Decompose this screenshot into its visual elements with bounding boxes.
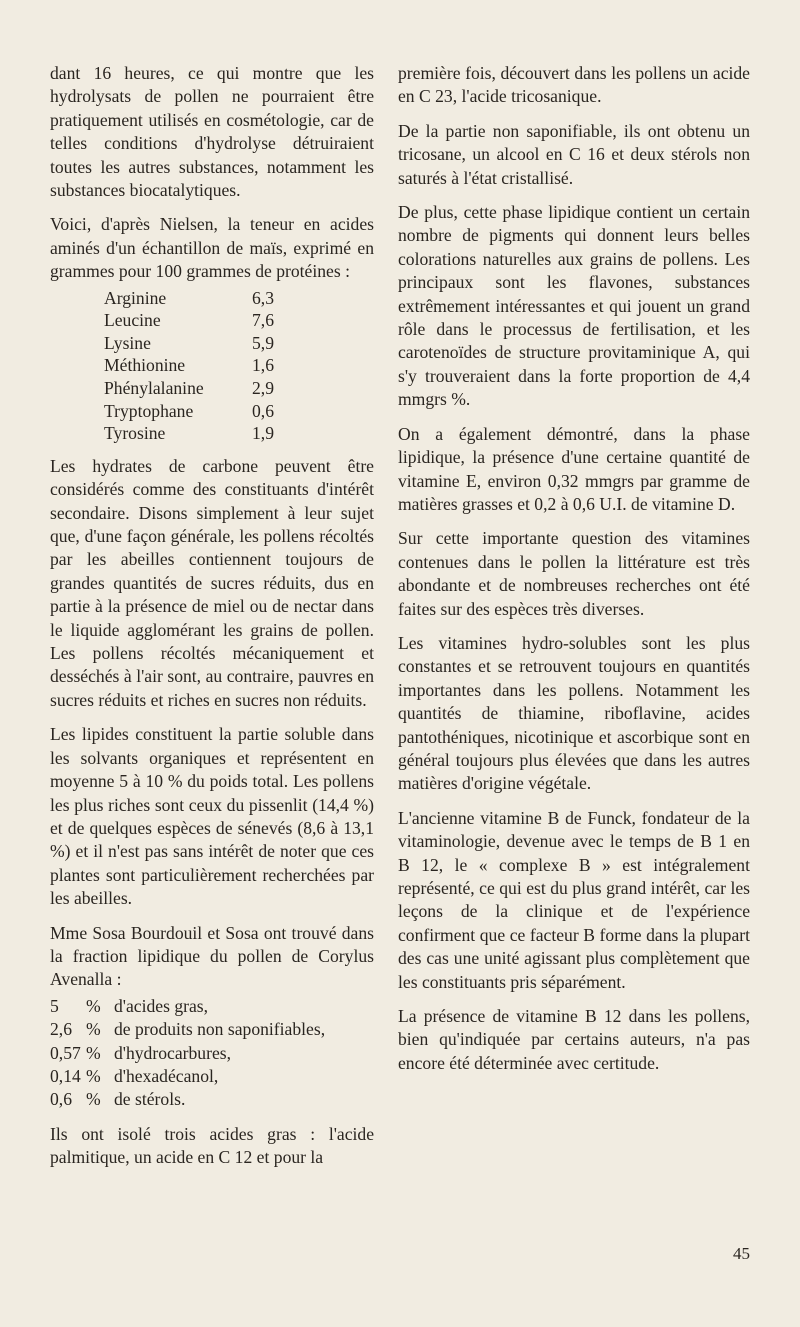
lipid-label: de stérols. [114, 1089, 186, 1110]
paragraph: Sur cette importante question des vitamines contenues dans le pollen la littérature est très abondante et de nombreuses recherches ont été faites sur des espèces très diverses. [398, 528, 750, 619]
lipid-value: 0,14 [50, 1065, 81, 1086]
lipid-item [50, 1088, 374, 1111]
amino-acid-value: 2,9 [252, 378, 274, 399]
paragraph: Les hydrates de carbone peuvent être considérés comme des constituants d'intérêt secondaire. Disons simplement à leur sujet que, d'une façon générale, les pollens récoltés par les abeilles contiennent toujours de grandes quantités de sucres réduits, dus en partie à la présence de miel ou de nectar dans le liquide agglomérant les grains de pollen. Les pollens récoltés mécaniquement et desséchés à l'air sont, au contraire, pauvres en sucres réduits et riches en sucres non réduits. [50, 455, 374, 710]
lipid-fraction-list [50, 995, 374, 1112]
amino-acid-name: Arginine [104, 287, 167, 308]
lipid-value: 2,6 [50, 1019, 72, 1040]
paragraph: Voici, d'après Nielsen, la teneur en acides aminés d'un échantillon de maïs, exprimé en grammes pour 100 grammes de protéines : [50, 214, 374, 282]
lipid-item [50, 995, 374, 1018]
lipid-label: de produits non saponifiables, [114, 1019, 326, 1040]
amino-acid-value: 6,3 [252, 287, 274, 308]
amino-acid-row [104, 377, 312, 400]
amino-acid-name: Phénylalanine [104, 378, 204, 399]
lipid-value: 0,6 [50, 1089, 72, 1110]
paragraph: Les lipides constituent la partie soluble dans les solvants organiques et représentent en moyenne 5 à 10 % du poids total. Les pollens les plus riches sont ceux du pissenlit (14,4 %) et de quelques espèces de sénevés (8,6 à 13,1 %) et il n'est pas sans intérêt de noter que ces plantes sont particulièrement recherchées par les abeilles. [50, 724, 374, 909]
paragraph: L'ancienne vitamine B de Funck, fondateur de la vitaminologie, devenue avec le temps de B 1 en B 12, le « complexe B » est intégralement représenté, ce qui est du plus grand intérêt, car les leçons de la clinique et de l'expérience confirment que ce facteur B forme dans la plupart des cas une unité agissant plus complètement que les constituants pris séparément. [398, 807, 750, 992]
amino-acid-name: Méthionine [104, 355, 186, 376]
lipid-value: 5 [50, 995, 59, 1016]
amino-acid-value: 7,6 [252, 310, 274, 331]
amino-acid-value: 1,6 [252, 355, 274, 376]
lipid-percent-sign: % [86, 1042, 101, 1063]
amino-acid-row [104, 287, 312, 310]
paragraph: La présence de vitamine B 12 dans les pollens, bien qu'indiquée par certains auteurs, n'a pas encore été déterminée avec certitude. [398, 1006, 750, 1073]
paragraph: première fois, découvert dans les pollens un acide en C 23, l'acide tricosanique. [398, 63, 750, 107]
amino-acid-value: 0,6 [252, 400, 274, 421]
amino-acid-row [104, 400, 312, 423]
amino-acid-value: 1,9 [252, 423, 274, 444]
lipid-label: d'hexadécanol, [114, 1065, 219, 1086]
paragraph: Les vitamines hydro-solubles sont les plus constantes et se retrouvent toujours en quantités importantes dans les pollens. Notamment les quantités de thiamine, riboflavine, acides pantothéniques, nicotinique et ascorbique sont en général toujours plus élevées que dans les autres matières d'origine végétale. [398, 632, 750, 794]
paragraph: On a également démontré, dans la phase lipidique, la présence d'une certaine quantité de vitamine E, environ 0,32 mmgrs par gramme de matières grasses et 0,2 à 0,6 U.I. de vitamine D. [398, 423, 750, 514]
amino-acid-row [104, 309, 312, 332]
paragraph: De plus, cette phase lipidique contient un certain nombre de pigments qui donnent leurs belles colorations naturelles aux grains de pollens. Les principaux sont les flavones, substances extrêmement intéressantes et qui jouent un grand rôle dans le processus de fertilisation, et les carotenoïdes de structure provitaminique A, qui s'y trouveraient dans la forte proportion de 4,4 mmgrs %. [398, 202, 750, 410]
right-column [398, 62, 750, 1086]
paragraph: Ils ont isolé trois acides gras : l'acide palmitique, un acide en C 12 et pour la [50, 1123, 374, 1168]
lipid-percent-sign: % [86, 1019, 101, 1040]
lipid-label: d'acides gras, [114, 995, 209, 1016]
lipid-percent-sign: % [86, 1089, 101, 1110]
amino-acid-value: 5,9 [252, 332, 274, 353]
paragraph: Mme Sosa Bourdouil et Sosa ont trouvé dans la fraction lipidique du pollen de Corylus Avenalla : [50, 922, 374, 990]
amino-acid-table [104, 287, 312, 445]
paragraph: dant 16 heures, ce qui montre que les hydrolysats de pollen ne pourraient être pratiquement utilisés en cosmétologie, car de telles conditions d'hydrolyse détruiraient toutes les autres substances, notamment les substances biocatalytiques. [50, 63, 374, 201]
lipid-item [50, 1065, 374, 1088]
amino-acid-name: Tyrosine [104, 423, 166, 444]
lipid-label: d'hydrocarbures, [114, 1042, 231, 1063]
amino-acid-row [104, 422, 312, 445]
amino-acid-name: Leucine [104, 310, 161, 331]
lipid-percent-sign: % [86, 995, 101, 1016]
lipid-item [50, 1018, 374, 1041]
lipid-value: 0,57 [50, 1042, 81, 1063]
left-column [50, 62, 374, 1181]
paragraph: De la partie non saponifiable, ils ont obtenu un tricosane, un alcool en C 16 et deux stérols non saturés à l'état cristallisé. [398, 120, 750, 188]
lipid-item [50, 1042, 374, 1065]
lipid-percent-sign: % [86, 1065, 101, 1086]
amino-acid-name: Tryptophane [104, 400, 194, 421]
amino-acid-name: Lysine [104, 332, 151, 353]
amino-acid-row [104, 354, 312, 377]
page-number: 45 [733, 1244, 750, 1263]
amino-acid-row [104, 332, 312, 355]
